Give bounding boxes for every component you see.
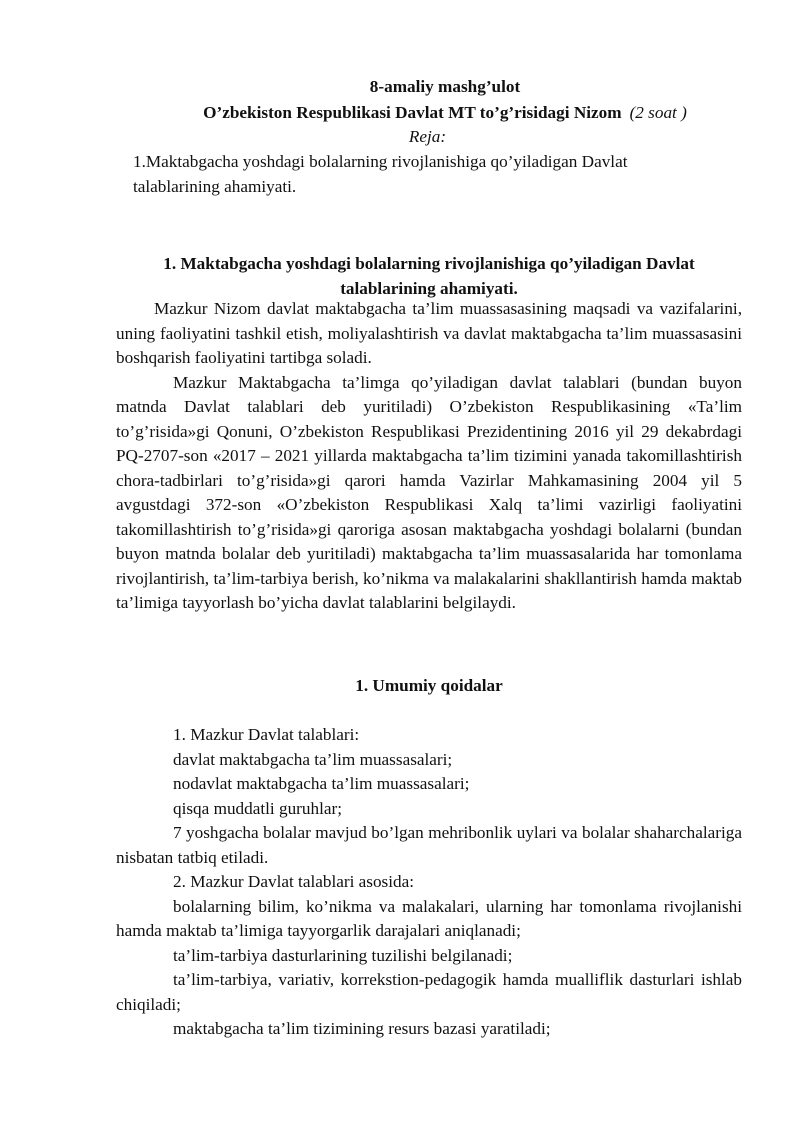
subsection-heading: 1. Umumiy qoidalar (355, 676, 503, 695)
list-item: nodavlat maktabgacha ta’lim muassasalari; (173, 774, 470, 793)
list-item: ta’lim-tarbiya dasturlarining tuzilishi belgilanadi; (173, 945, 513, 965)
plan-label: Reja: (408, 127, 447, 146)
list-item: 1. Mazkur Davlat talablari: (173, 725, 360, 744)
list-item: 7 yoshgacha bolalar mavjud bo’lgan mehribonlik uylari va bolalar shaharchalariga nisbatan tatbiq etiladi. (116, 823, 742, 867)
list-item: davlat maktabgacha ta’lim muassasalari; (173, 749, 453, 769)
list-item: maktabgacha ta’lim tizimining resurs bazasi yaratiladi; (173, 1019, 551, 1038)
list-item: ta’lim-tarbiya, variativ, korrekstion-pedagogik hamda mualliflik dasturlari ishlab chiqiladi; (116, 970, 742, 1014)
list-item: 2. Mazkur Davlat talablari asosida: (173, 872, 415, 891)
paragraph: Mazkur Nizom davlat maktabgacha ta’lim muassasasining maqsadi va vazifalarini, uning faoliyatini tashkil etish, moliyalashtirish va davlat maktabgacha ta’lim muassasasini boshqarish faoliyatini tartibga soladi. (116, 299, 742, 367)
document-title (0, 101, 800, 126)
duration-note: (2 soat ) (629, 103, 687, 122)
section-body (116, 297, 742, 616)
rules-list (116, 723, 742, 1042)
list-item: qisqa muddatli guruhlar; (173, 798, 342, 818)
list-item: bolalarning bilim, ko’nikma va malakalari, ularning har tomonlama rivojlanishi hamda maktab ta’limiga tayyorgarlik darajalari aniqlanadi; (116, 896, 742, 940)
document-title-text: O’zbekiston Respublikasi Davlat MT to’g’risidagi Nizom (203, 103, 622, 122)
lesson-number: 8-amaliy mashg’ulot (369, 77, 521, 96)
paragraph: Mazkur Maktabgacha ta’limga qo’yiladigan davlat talablari (bundan buyon matnda Davlat talablari deb yuritiladi) O’zbekiston Respublikasining «Ta’lim to’g’risida»gi Qonuni, O’zbekiston Respublikasi Prezidentining 2016 yil 29 dekabrdagi PQ-2707-son «2017 – 2021 yillarda maktabgacha ta’lim tizimini yanada takomillashtirish chora-tadbirlari to’g’risida»gi qarori hamda Vazirlar Mahkamasining 2004 yil 5 avgustdagi 372-son «O’zbekiston Respublikasi Xalq ta’limi vazirligi faoliyatini takomillashtirish to’g’risida»gi qaroriga asosan maktabgacha yoshdagi bolalarni (bundan buyon matnda bolalar deb yuritiladi) maktabgacha ta’lim muassasalarida har tomonlama rivojlantirish, ta’lim-tarbiya berish, ko’nikma va malakalarini shakllantirish hamda maktab ta’limiga tayyorlash bo’yicha davlat talablarini belgilaydi. (116, 372, 742, 612)
plan-item: 1.Maktabgacha yoshdagi bolalarning rivojlanishiga qo’yiladigan Davlat talablarining ahamiyati. (133, 152, 628, 196)
section-heading: 1. Maktabgacha yoshdagi bolalarning rivojlanishiga qo’yiladigan Davlat talablarining ahamiyati. (163, 254, 695, 298)
